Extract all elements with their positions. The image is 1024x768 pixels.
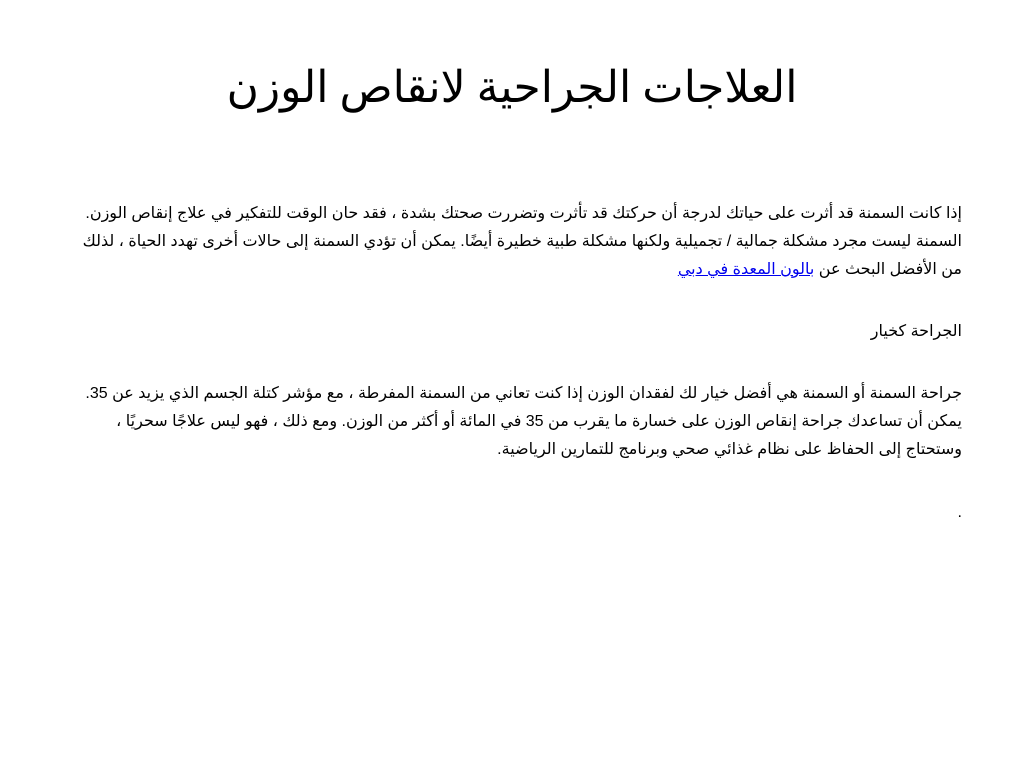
closing-paragraph: . xyxy=(957,504,962,521)
intro-text: إذا كانت السمنة قد أثرت على حياتك لدرجة أن حركتك قد تأثرت وتضررت صحتك بشدة ، فقد حان الوقت للتفكير في علاج إنقاص الوزن. السمنة ليست مجرد مشكلة جمالية / تجميلية ولكنها مشكلة طبية خطيرة أيضًا. يمكن أن تؤدي السمنة إلى حالات أخرى تهدد الحياة ، لذلك من الأفضل البحث عن xyxy=(82,205,962,278)
gastric-balloon-link[interactable]: بالون المعدة في دبي xyxy=(677,261,815,278)
subheading: الجراحة كخيار xyxy=(870,323,962,340)
slide-content xyxy=(62,200,962,527)
spacer xyxy=(62,284,962,318)
spacer xyxy=(62,464,962,499)
slide-title: العلاجات الجراحية لانقاص الوزن xyxy=(226,63,798,112)
intro-paragraph xyxy=(62,200,962,284)
body-paragraph: جراحة السمنة أو السمنة هي أفضل خيار لك لفقدان الوزن إذا كنت تعاني من السمنة المفرطة ، مع مؤشر كتلة الجسم الذي يزيد عن 35. يمكن أن تساعدك جراحة إنقاص الوزن على خسارة ما يقرب من 35 في المائة أو أكثر من الوزن. ومع ذلك ، فهو ليس علاجًا سحريًا ، وستحتاج إلى الحفاظ على نظام غذائي صحي وبرنامج للتمارين الرياضية. xyxy=(85,385,962,458)
spacer xyxy=(62,346,962,380)
